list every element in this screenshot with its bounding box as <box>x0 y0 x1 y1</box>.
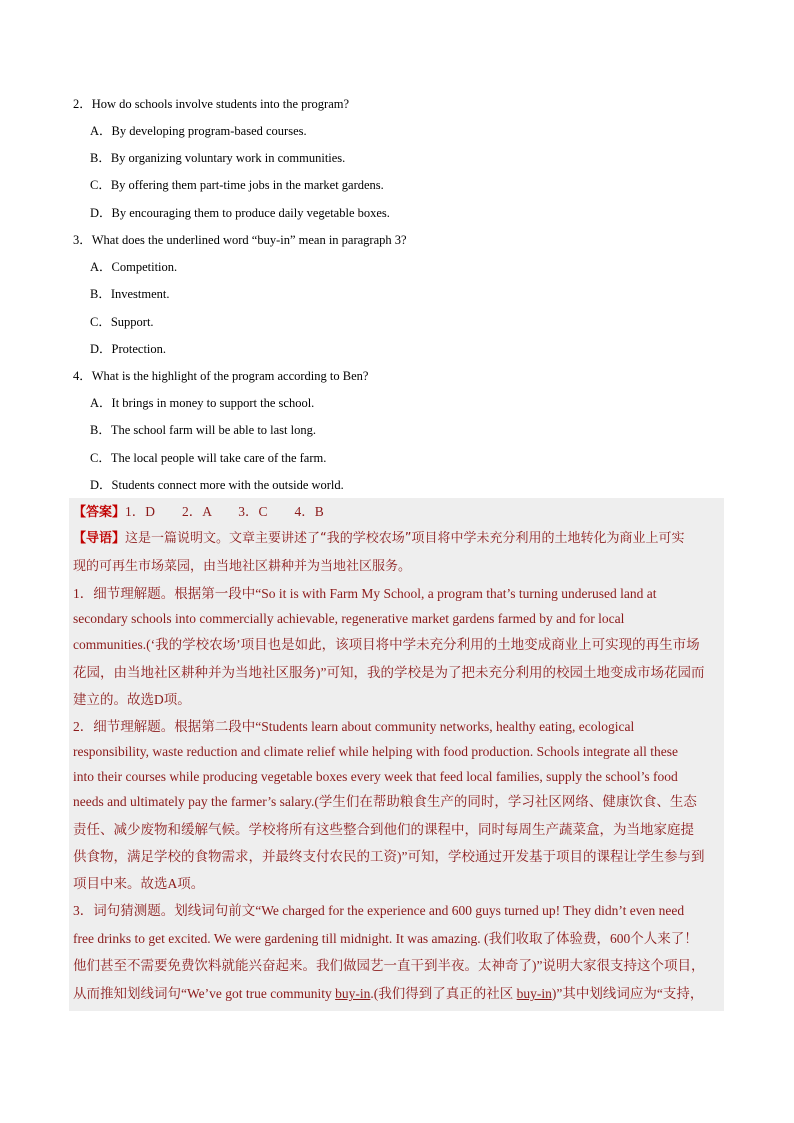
guide-line <box>73 530 685 548</box>
option-b: B．Investment. <box>90 287 170 301</box>
guide-tag: 【导语】 <box>73 531 126 546</box>
option-c: C．The local people will take care of the farm. <box>90 451 327 465</box>
explanation-line: needs and ultimately pay the farmer’s salary.(学生们在帮助粮食生产的同时，学习社区网络、健康饮食、生态 <box>73 794 697 809</box>
option-d: D．By encouraging them to produce daily vegetable boxes. <box>90 206 390 220</box>
underlined-word: buy-in <box>516 986 552 1001</box>
explanation-line: secondary schools into commercially achievable, regenerative market gardens farmed by and for local <box>73 611 625 626</box>
option-a: A．It brings in money to support the school. <box>90 396 315 410</box>
text-segment: .(我们得到了真正的社区 <box>370 986 517 1001</box>
explanation-line: 1．细节理解题。根据第一段中“So it is with Farm My School, a program that’s turning underused land at <box>73 586 657 601</box>
underlined-word: buy-in <box>335 986 371 1001</box>
text-segment: )”其中划线词应为“支持， <box>551 986 704 1001</box>
explanation-line: 责任、减少废物和缓解气候。学校将所有这些整合到他们的课程中，同时每周生产蔬菜盒，为当地家庭提 <box>73 822 694 837</box>
option-a: A．Competition. <box>90 260 178 274</box>
guide-text: 这是一篇说明文。文章主要讲述了“我的学校农场”项目将中学未充分利用的土地转化为商业上可实 <box>125 531 685 546</box>
explanation-line: 建立的。故选D项。 <box>73 692 191 707</box>
question-stem: 2．How do schools involve students into the program? <box>73 97 350 111</box>
explanation-line: responsibility, waste reduction and climate relief while helping with food production. Schools integrate all these <box>73 744 678 759</box>
option-b: B．By organizing voluntary work in communities. <box>90 151 346 165</box>
explanation-line: 2．细节理解题。根据第二段中“Students learn about community networks, healthy eating, ecological <box>73 719 635 734</box>
explanation-line: into their courses while producing vegetable boxes every week that feed local families, supply the school’s food <box>73 769 678 784</box>
answer-tag: 【答案】 <box>73 505 126 520</box>
option-b: B．The school farm will be able to last long. <box>90 423 316 437</box>
answer-line <box>73 503 324 522</box>
explanation-line <box>73 985 703 1003</box>
option-d: D．Students connect more with the outside world. <box>90 478 344 492</box>
option-d: D．Protection. <box>90 342 167 356</box>
text-segment: 从而推知划线词句“We’ve got true community <box>73 986 336 1001</box>
answer-text: 1．D 2．A 3．C 4．B <box>125 504 324 519</box>
question-stem: 4．What is the highlight of the program according to Ben? <box>73 369 369 383</box>
question-stem: 3．What does the underlined word “buy-in” mean in paragraph 3? <box>73 233 407 247</box>
explanation-line: 他们甚至不需要免费饮料就能兴奋起来。我们做园艺一直干到半夜。太神奇了)”说明大家很支持这个项目， <box>73 958 705 973</box>
explanation-line: free drinks to get excited. We were gardening till midnight. It was amazing. (我们收取了体验费，600个人来了！ <box>73 931 698 946</box>
option-a: A．By developing program-based courses. <box>90 124 307 138</box>
option-c: C．Support. <box>90 315 154 329</box>
guide-text: 现的可再生市场菜园，由当地社区耕种并为当地社区服务。 <box>73 559 412 574</box>
explanation-line: 项目中来。故选A项。 <box>73 876 205 891</box>
explanation-line: 供食物，满足学校的食物需求，并最终支付农民的工资)”可知，学校通过开发基于项目的课程让学生参与到 <box>73 849 705 864</box>
explanation-line: 花园，由当地社区耕种并为当地社区服务)”可知，我的学校是为了把未充分利用的校园土地变成市场花园而 <box>73 665 705 680</box>
option-c: C．By offering them part-time jobs in the market gardens. <box>90 178 384 192</box>
explanation-line: 3．词句猜测题。划线词句前文“We charged for the experience and 600 guys turned up! They didn’t even need <box>73 903 685 918</box>
explanation-line: communities.(‘我的学校农场’项目也是如此，该项目将中学未充分利用的土地变成商业上可实现的再生市场 <box>73 637 700 652</box>
